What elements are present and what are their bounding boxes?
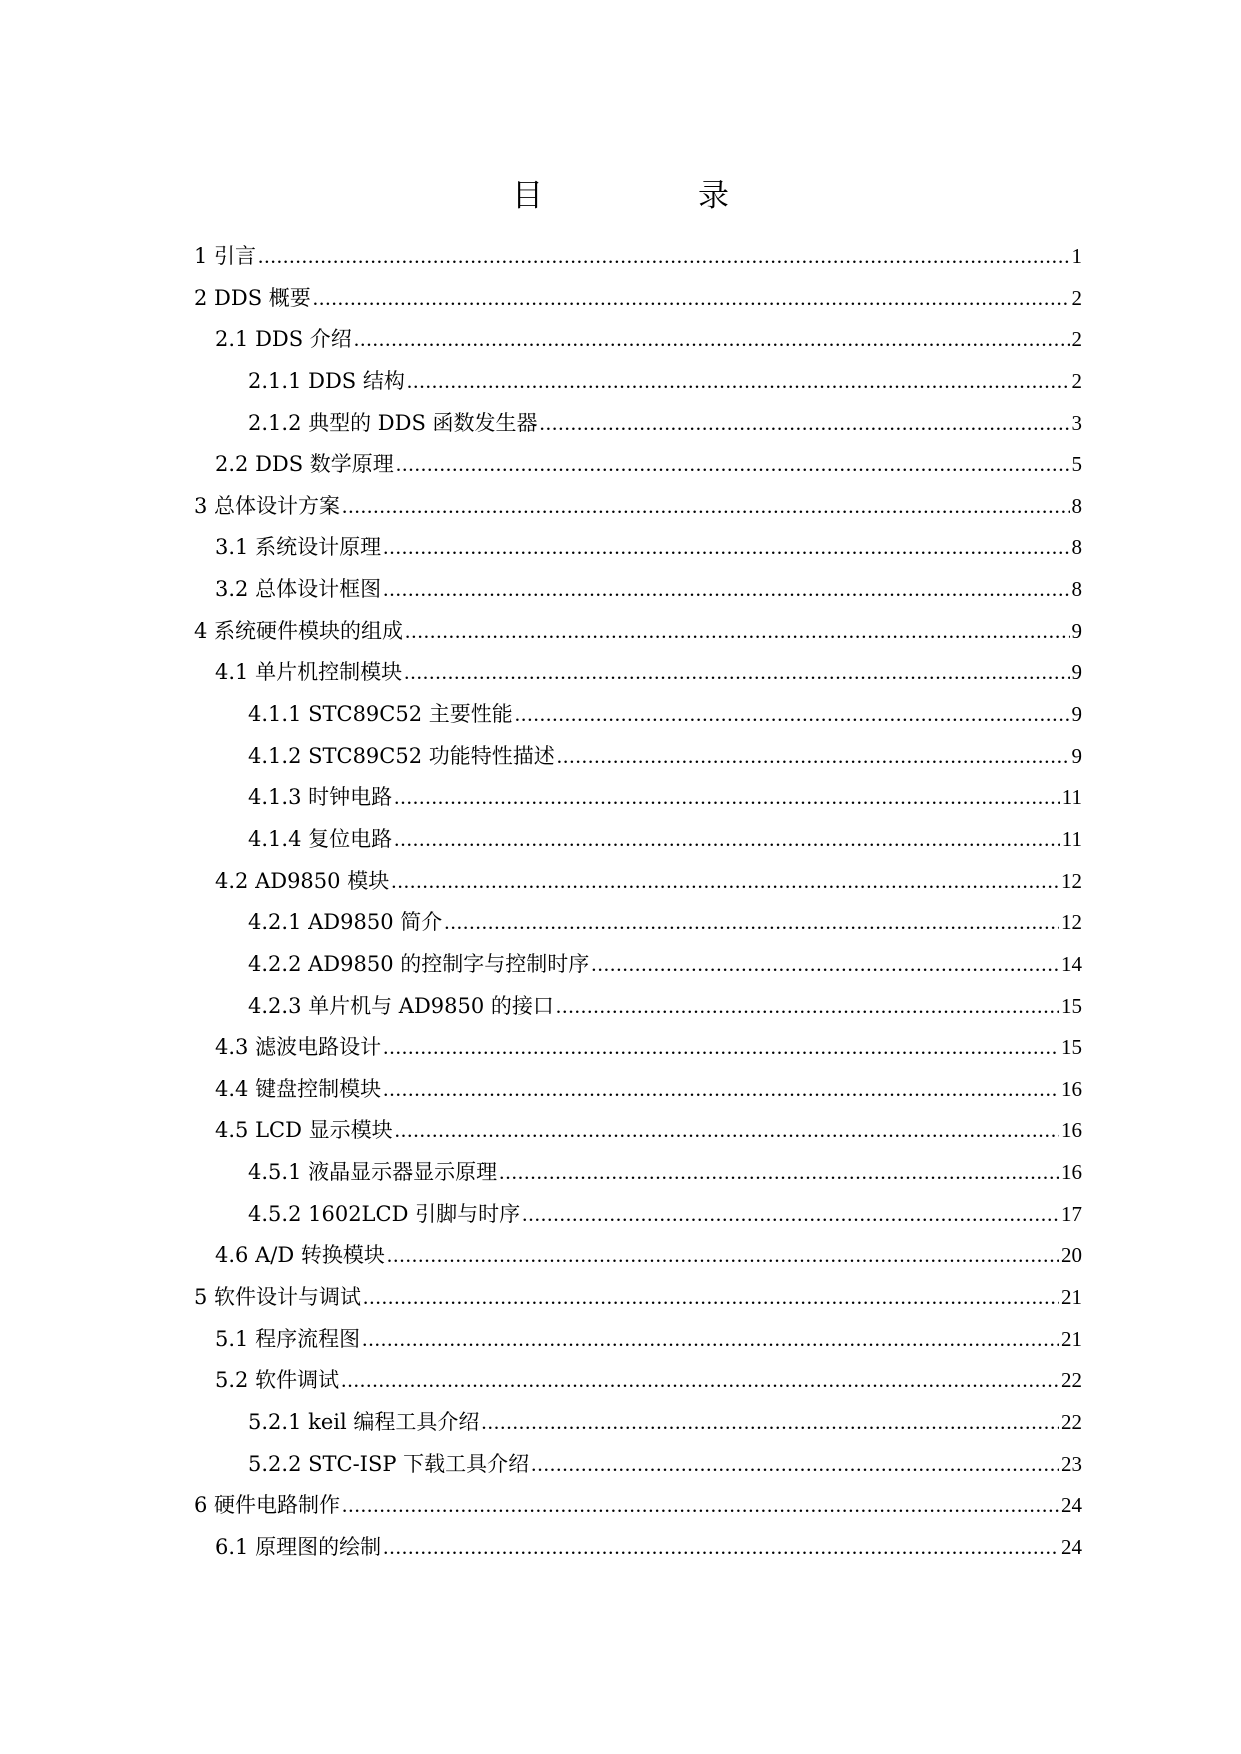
toc-entry[interactable] [194, 1277, 1082, 1319]
dot-leader [362, 1319, 1059, 1361]
toc-entry-title: 4.5.2 1602LCD 引脚与时序 [248, 1201, 521, 1226]
toc-entry-title: 3.1 系统设计原理 [215, 535, 382, 560]
toc-entry[interactable] [194, 652, 1082, 694]
toc-entry[interactable] [194, 1069, 1082, 1111]
toc-entry-title: 2.1.1 DDS 结构 [248, 368, 405, 393]
toc-entry[interactable] [194, 361, 1082, 403]
toc-entry[interactable] [194, 1485, 1082, 1527]
toc-entry-title: 4.1.4 复位电路 [248, 826, 393, 851]
toc-entry-page-number: 24 [1061, 1493, 1082, 1518]
toc-entry-page-number: 20 [1061, 1243, 1082, 1268]
toc-title: 目 录 [512, 178, 791, 214]
toc-entry-page-number: 3 [1071, 410, 1082, 435]
toc-entry-title: 3 总体设计方案 [194, 493, 341, 518]
toc-entry-title: 4 系统硬件模块的组成 [194, 618, 404, 643]
toc-entry[interactable] [194, 986, 1082, 1028]
toc-entry-page-number: 14 [1061, 951, 1082, 976]
dot-leader [395, 1110, 1059, 1152]
toc-entry[interactable] [194, 1110, 1082, 1152]
toc-entry-page-number: 22 [1061, 1368, 1082, 1393]
toc-entry-title: 4.6 A/D 转换模块 [215, 1243, 385, 1268]
toc-entry-title: 4.2 AD9850 模块 [215, 868, 390, 893]
dot-leader [499, 1152, 1059, 1194]
toc-entry-page-number: 12 [1061, 910, 1082, 935]
toc-entry-page-number: 8 [1071, 535, 1082, 560]
toc-entry-title: 4.2.1 AD9850 简介 [248, 910, 443, 935]
toc-entry[interactable] [194, 527, 1082, 569]
toc-entry-page-number: 5 [1071, 452, 1082, 477]
toc-entry[interactable] [194, 403, 1082, 445]
dot-leader [405, 611, 1069, 653]
dot-leader [540, 403, 1070, 445]
toc-entry-page-number: 16 [1061, 1076, 1082, 1101]
dot-leader [407, 361, 1070, 403]
toc-entry[interactable] [194, 1402, 1082, 1444]
toc-entry[interactable] [194, 1235, 1082, 1277]
dot-leader [394, 777, 1060, 819]
toc-entry-title: 4.5.1 液晶显示器显示原理 [248, 1160, 498, 1185]
toc-entry-page-number: 16 [1061, 1160, 1082, 1185]
dot-leader [404, 652, 1069, 694]
dot-leader [481, 1402, 1059, 1444]
toc-entry-page-number: 8 [1071, 577, 1082, 602]
dot-leader [383, 1069, 1059, 1111]
toc-entry-title: 4.4 键盘控制模块 [215, 1076, 382, 1101]
toc-entry-title: 6.1 原理图的绘制 [215, 1534, 382, 1559]
toc-entry[interactable] [194, 1444, 1082, 1486]
toc-entry-page-number: 24 [1061, 1534, 1082, 1559]
dot-leader [387, 1235, 1059, 1277]
toc-entry[interactable] [194, 486, 1082, 528]
toc-entry-title: 5.2.2 STC-ISP 下载工具介绍 [248, 1451, 530, 1476]
toc-entry[interactable] [194, 319, 1082, 361]
toc-entry-title: 4.5 LCD 显示模块 [215, 1118, 393, 1143]
dot-leader [258, 236, 1069, 278]
toc-entry[interactable] [194, 1152, 1082, 1194]
toc-entry[interactable] [194, 819, 1082, 861]
dot-leader [394, 819, 1060, 861]
toc-entry-page-number: 12 [1061, 868, 1082, 893]
dot-leader [383, 1527, 1059, 1569]
toc-entry-title: 5.2.1 keil 编程工具介绍 [248, 1409, 480, 1434]
toc-entry[interactable] [194, 444, 1082, 486]
toc-entry-title: 2.1 DDS 介绍 [215, 327, 352, 352]
toc-entry-title: 4.2.2 AD9850 的控制字与控制时序 [248, 951, 590, 976]
toc-entry[interactable] [194, 736, 1082, 778]
toc-entry-page-number: 2 [1071, 285, 1082, 310]
toc-entry-title: 5 软件设计与调试 [194, 1285, 362, 1310]
toc-entry-page-number: 9 [1071, 660, 1082, 685]
toc-entry[interactable] [194, 611, 1082, 653]
dot-leader [363, 1277, 1059, 1319]
dot-leader [341, 1360, 1059, 1402]
dot-leader [383, 569, 1069, 611]
toc-entry-page-number: 15 [1061, 1035, 1082, 1060]
dot-leader [531, 1444, 1059, 1486]
dot-leader [444, 902, 1059, 944]
toc-entry-title: 2 DDS 概要 [194, 285, 311, 310]
toc-entry[interactable] [194, 569, 1082, 611]
toc-entry-page-number: 23 [1061, 1451, 1082, 1476]
dot-leader [515, 694, 1070, 736]
toc-entry[interactable] [194, 694, 1082, 736]
toc-entry-title: 1 引言 [194, 244, 257, 268]
table-of-contents [194, 236, 1082, 1569]
toc-entry[interactable] [194, 236, 1082, 278]
dot-leader [591, 944, 1059, 986]
dot-leader [354, 319, 1070, 361]
toc-entry-title: 5.2 软件调试 [215, 1368, 340, 1393]
dot-leader [383, 1027, 1059, 1069]
toc-entry[interactable] [194, 1527, 1082, 1569]
dot-leader [556, 986, 1059, 1028]
dot-leader [391, 861, 1059, 903]
toc-entry-page-number: 16 [1061, 1118, 1082, 1143]
toc-entry-title: 4.1 单片机控制模块 [215, 660, 403, 685]
dot-leader [557, 736, 1070, 778]
dot-leader [342, 1485, 1059, 1527]
toc-entry-page-number: 9 [1071, 618, 1082, 643]
toc-entry[interactable] [194, 902, 1082, 944]
toc-entry-page-number: 9 [1071, 743, 1082, 768]
toc-entry[interactable] [194, 1194, 1082, 1236]
toc-entry-title: 4.3 滤波电路设计 [215, 1035, 382, 1060]
toc-entry-page-number: 9 [1071, 702, 1082, 727]
toc-entry-page-number: 8 [1071, 493, 1082, 518]
toc-entry[interactable] [194, 944, 1082, 986]
dot-leader [342, 486, 1069, 528]
toc-entry-title: 2.1.2 典型的 DDS 函数发生器 [248, 410, 538, 435]
toc-entry-page-number: 17 [1061, 1201, 1082, 1226]
toc-entry[interactable] [194, 1319, 1082, 1361]
dot-leader [313, 278, 1070, 320]
toc-entry[interactable] [194, 1027, 1082, 1069]
toc-entry[interactable] [194, 861, 1082, 903]
toc-entry-title: 4.1.3 时钟电路 [248, 785, 393, 810]
toc-entry-page-number: 11 [1061, 785, 1082, 810]
toc-entry-title: 4.2.3 单片机与 AD9850 的接口 [248, 993, 554, 1018]
toc-entry-title: 3.2 总体设计框图 [215, 577, 382, 602]
toc-entry-title: 6 硬件电路制作 [194, 1493, 341, 1518]
toc-entry-title: 4.1.1 STC89C52 主要性能 [248, 702, 513, 727]
toc-entry[interactable] [194, 777, 1082, 819]
dot-leader [522, 1194, 1059, 1236]
toc-entry[interactable] [194, 1360, 1082, 1402]
toc-entry-page-number: 2 [1071, 327, 1082, 352]
toc-entry-page-number: 15 [1061, 993, 1082, 1018]
toc-entry-title: 4.1.2 STC89C52 功能特性描述 [248, 743, 555, 768]
toc-entry-page-number: 2 [1071, 368, 1082, 393]
dot-leader [383, 527, 1069, 569]
toc-entry-page-number: 21 [1061, 1285, 1082, 1310]
toc-entry[interactable] [194, 278, 1082, 320]
toc-entry-page-number: 22 [1061, 1409, 1082, 1434]
toc-entry-page-number: 11 [1061, 826, 1082, 851]
toc-entry-title: 5.1 程序流程图 [215, 1326, 361, 1351]
toc-entry-page-number: 1 [1071, 244, 1082, 268]
toc-entry-page-number: 21 [1061, 1326, 1082, 1351]
toc-entry-title: 2.2 DDS 数学原理 [215, 452, 394, 477]
dot-leader [396, 444, 1070, 486]
